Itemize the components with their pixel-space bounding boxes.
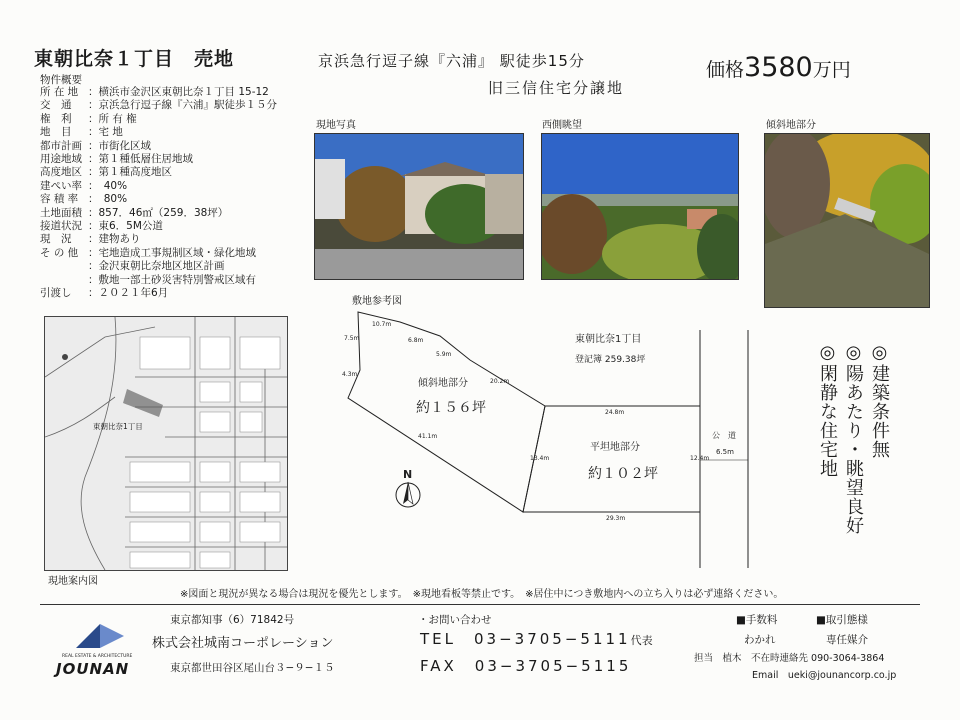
- spec-value: ：金沢東朝比奈地区地区計画: [88, 260, 225, 273]
- spec-list: [40, 86, 277, 301]
- spec-row: [40, 207, 277, 220]
- contact-heading: ・お問い合わせ: [418, 614, 492, 626]
- spec-row: [40, 220, 277, 233]
- spec-value: ：所 有 権: [88, 112, 137, 125]
- west-view-photo: [541, 133, 739, 280]
- tel-suffix: 代表: [630, 634, 653, 647]
- site-photo-label: 現地写真: [316, 120, 356, 131]
- spec-key: [40, 274, 88, 287]
- dim-7: 41.1m: [418, 433, 438, 440]
- spec-key: 現 況: [40, 233, 72, 246]
- spec-row: [40, 260, 277, 273]
- site-photo: [314, 133, 524, 280]
- tel-number[interactable]: TEL 03−3705−5111: [420, 630, 631, 648]
- spec-key: 権 利: [40, 112, 72, 125]
- logo-mark-icon: [66, 620, 136, 652]
- spec-value: ：横浜市金沢区東朝比奈１丁目 15-12: [88, 86, 269, 98]
- spec-row: [40, 153, 277, 166]
- spec-key: 引渡し: [40, 287, 72, 300]
- station-access: 京浜急行逗子線『六浦』 駅徒歩15分: [318, 52, 585, 70]
- logo-text: JOUNAN: [56, 660, 130, 678]
- spec-row: [40, 233, 277, 246]
- deal-type-value: 専任媒介: [826, 634, 868, 646]
- plot-caption: 敷地参考図: [352, 296, 402, 307]
- spec-value: ：市街化区域: [88, 139, 151, 152]
- spec-key: [40, 260, 88, 273]
- spec-key: 土地面積: [40, 206, 82, 219]
- company-address: 東京都世田谷区尾山台３−９−１５: [170, 662, 335, 674]
- tel-line: [420, 628, 653, 649]
- spec-value: ：東6．5M公道: [88, 220, 163, 233]
- spec-key: 所 在 地: [40, 86, 79, 98]
- map-area-label: 東朝比奈1丁目: [93, 422, 143, 431]
- dim-8: 13.4m: [530, 455, 550, 462]
- email-address[interactable]: Email ueki@jounancorp.co.jp: [752, 670, 897, 681]
- dim-9: 24.8m: [605, 409, 625, 416]
- spec-value: ：857．46㎡（259．38坪）: [88, 206, 229, 219]
- spec-key: 用途地域: [40, 153, 82, 166]
- spec-key: 高度地区: [40, 166, 82, 179]
- dim-6: 4.3m: [342, 371, 358, 378]
- flat-area: 約１０２坪: [588, 466, 658, 482]
- dim-10: 12.4m: [690, 455, 710, 462]
- flat-parcel: [523, 406, 700, 512]
- spec-row: [40, 247, 277, 260]
- north-arrow-icon: [396, 482, 420, 507]
- price-prefix: 価格: [706, 59, 745, 81]
- spec-value: ：京浜急行逗子線『六浦』駅徒歩１５分: [88, 99, 277, 112]
- spec-row: [40, 287, 277, 300]
- spec-row: [40, 113, 277, 126]
- spec-value: ：建物あり: [88, 233, 141, 246]
- spec-value: ：宅 地: [88, 126, 123, 139]
- license-number: 東京都知事（6）71842号: [170, 614, 295, 626]
- disclaimer-notes: ※図面と現況が異なる場合は現況を優先とします。 ※現地看板等禁止です。 ※居住中につき敷地内への立ち入りは必ず連絡ください。: [180, 589, 784, 600]
- deal-type-label: ■取引態様: [816, 614, 868, 626]
- spec-key: 交 通: [40, 99, 72, 112]
- slope-label: 傾斜地部分: [418, 378, 468, 389]
- spec-row: [40, 180, 277, 193]
- spec-value: ： 80%: [88, 193, 128, 206]
- slope-area: 約１５６坪: [416, 400, 486, 416]
- fax-number: FAX 03−3705−5115: [420, 657, 632, 675]
- fee-label: ■手数料: [736, 614, 778, 626]
- company-name: 株式会社城南コーポレーション: [152, 636, 334, 651]
- spec-row: [40, 86, 277, 99]
- page-title: 東朝比奈１丁目 売地: [34, 48, 235, 70]
- spec-heading: 物件概要: [40, 74, 82, 86]
- spec-key: 地 目: [40, 126, 72, 139]
- dim-2: 6.8m: [408, 337, 424, 344]
- feature-no-conditions: ◎建築条件無: [869, 342, 890, 459]
- plot-registered: 登記簿 259.38坪: [575, 355, 646, 365]
- logo-tagline: REAL ESTATE & ARCHITECTURE: [62, 654, 133, 659]
- spec-row: [40, 99, 277, 112]
- spec-value: ：第１種高度地区: [88, 166, 172, 179]
- spec-value: ：宅地造成工事規制区域・緑化地域: [88, 246, 256, 259]
- staff-contact: 担当 植木 不在時連絡先 090-3064-3864: [694, 653, 885, 664]
- spec-key: 容 積 率: [40, 193, 79, 206]
- location-map: [44, 316, 288, 571]
- spec-value: ：敷地一部土砂災害特別警戒区域有: [88, 273, 256, 286]
- west-view-label: 西側眺望: [542, 120, 582, 131]
- dim-1: 10.7m: [372, 321, 392, 328]
- spec-value: ： 40%: [88, 179, 128, 192]
- north-label: N: [403, 468, 413, 481]
- road-label: 公 道: [712, 431, 736, 440]
- spec-row: [40, 193, 277, 206]
- price-value: 3580: [744, 52, 813, 83]
- dim-4: 20.2m: [490, 378, 510, 385]
- feature-sunlight-view: ◎陽あたり・眺望良好: [843, 342, 864, 535]
- plot-address: 東朝比奈1丁目: [575, 334, 642, 345]
- plot-diagram: [300, 300, 760, 580]
- spec-row: [40, 166, 277, 179]
- footer-divider: [40, 604, 920, 605]
- spec-key: 都市計画: [40, 139, 82, 152]
- spec-key: そ の 他: [40, 246, 79, 259]
- dim-11: 29.3m: [606, 515, 626, 522]
- fee-value: わかれ: [744, 634, 776, 646]
- price: [706, 52, 851, 83]
- subdivision-name: 旧三信住宅分譲地: [488, 79, 625, 97]
- road-width: 6.5m: [716, 448, 734, 456]
- dim-5: 7.5m: [344, 335, 360, 342]
- spec-key: 建ぺい率: [40, 179, 82, 192]
- flat-label: 平坦地部分: [590, 442, 640, 453]
- map-caption: 現地案内図: [48, 576, 98, 587]
- spec-value: ：２０２１年6月: [88, 287, 169, 300]
- spec-value: ：第１種低層住居地域: [88, 153, 193, 166]
- spec-row: [40, 274, 277, 287]
- dim-3: 5.9m: [436, 351, 452, 358]
- price-unit: 万円: [812, 59, 851, 81]
- spec-row: [40, 140, 277, 153]
- slope-photo: [764, 133, 930, 308]
- spec-key: 接道状況: [40, 220, 82, 233]
- feature-quiet-area: ◎閑静な住宅地: [817, 342, 838, 478]
- company-logo: [56, 620, 136, 680]
- slope-photo-label: 傾斜地部分: [766, 120, 816, 131]
- spec-row: [40, 126, 277, 139]
